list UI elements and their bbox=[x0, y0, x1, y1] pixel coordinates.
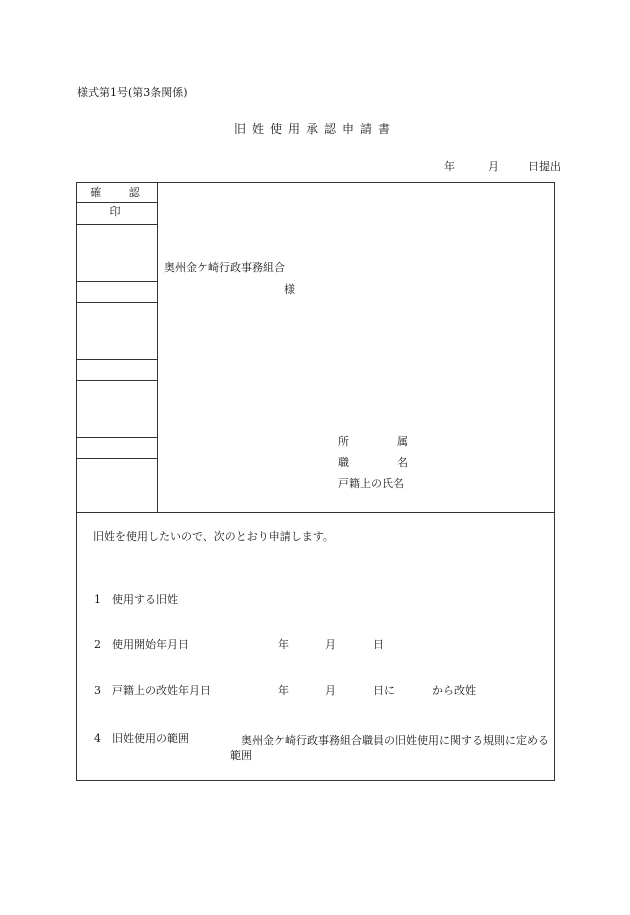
addressee-honorific: 様 bbox=[284, 283, 295, 296]
job-title-label: 職名 bbox=[338, 456, 408, 469]
change-month-label: 月 bbox=[325, 684, 336, 697]
item-label: 使用開始年月日 bbox=[112, 638, 189, 651]
addressee-organization: 奥州金ケ崎行政事務組合 bbox=[164, 261, 285, 274]
item-number: 4 bbox=[94, 732, 101, 745]
stamp-divider bbox=[77, 281, 157, 282]
item-label: 使用する旧姓 bbox=[112, 593, 178, 606]
form-number-label: 様式第1号(第3条関係) bbox=[77, 86, 188, 99]
change-suffix-label: から改姓 bbox=[432, 684, 476, 697]
item-number: 2 bbox=[94, 638, 101, 651]
date-day-submit-label: 日提出 bbox=[528, 160, 561, 173]
application-intro-text: 旧姓を使用したいので、次のとおり申請します。 bbox=[93, 530, 334, 543]
applicant-name-row bbox=[338, 478, 404, 489]
stamp-divider bbox=[77, 380, 157, 381]
registered-name-label: 戸籍上の氏名 bbox=[338, 477, 404, 490]
confirmation-stamp-header: 確 認 印 bbox=[77, 183, 157, 203]
start-year-label: 年 bbox=[278, 638, 289, 651]
date-month-label: 月 bbox=[488, 160, 499, 173]
applicant-affiliation-row bbox=[338, 436, 408, 447]
applicant-title-row bbox=[338, 457, 408, 468]
usage-scope-text: 奥州金ケ崎行政事務組合職員の旧姓使用に関する規則に定める範囲 bbox=[230, 734, 549, 762]
stamp-divider bbox=[77, 458, 157, 459]
change-year-label: 年 bbox=[278, 684, 289, 697]
item-number: 3 bbox=[94, 684, 101, 697]
stamp-divider bbox=[77, 359, 157, 360]
affiliation-label: 所属 bbox=[338, 435, 408, 448]
item-number: 1 bbox=[94, 593, 101, 606]
start-month-label: 月 bbox=[325, 638, 336, 651]
item-label: 旧姓使用の範囲 bbox=[112, 732, 189, 745]
submission-date-line bbox=[444, 161, 561, 172]
stamp-divider bbox=[77, 302, 157, 303]
stamp-divider bbox=[77, 224, 157, 225]
document-title: 旧姓使用承認申請書 bbox=[233, 122, 396, 136]
stamp-divider bbox=[77, 437, 157, 438]
upper-form-box bbox=[76, 182, 555, 513]
start-day-label: 日 bbox=[373, 638, 384, 651]
confirmation-stamp-column bbox=[77, 183, 158, 512]
change-day-label: 日に bbox=[373, 684, 395, 697]
item-label: 戸籍上の改姓年月日 bbox=[112, 684, 211, 697]
date-year-label: 年 bbox=[444, 160, 455, 173]
